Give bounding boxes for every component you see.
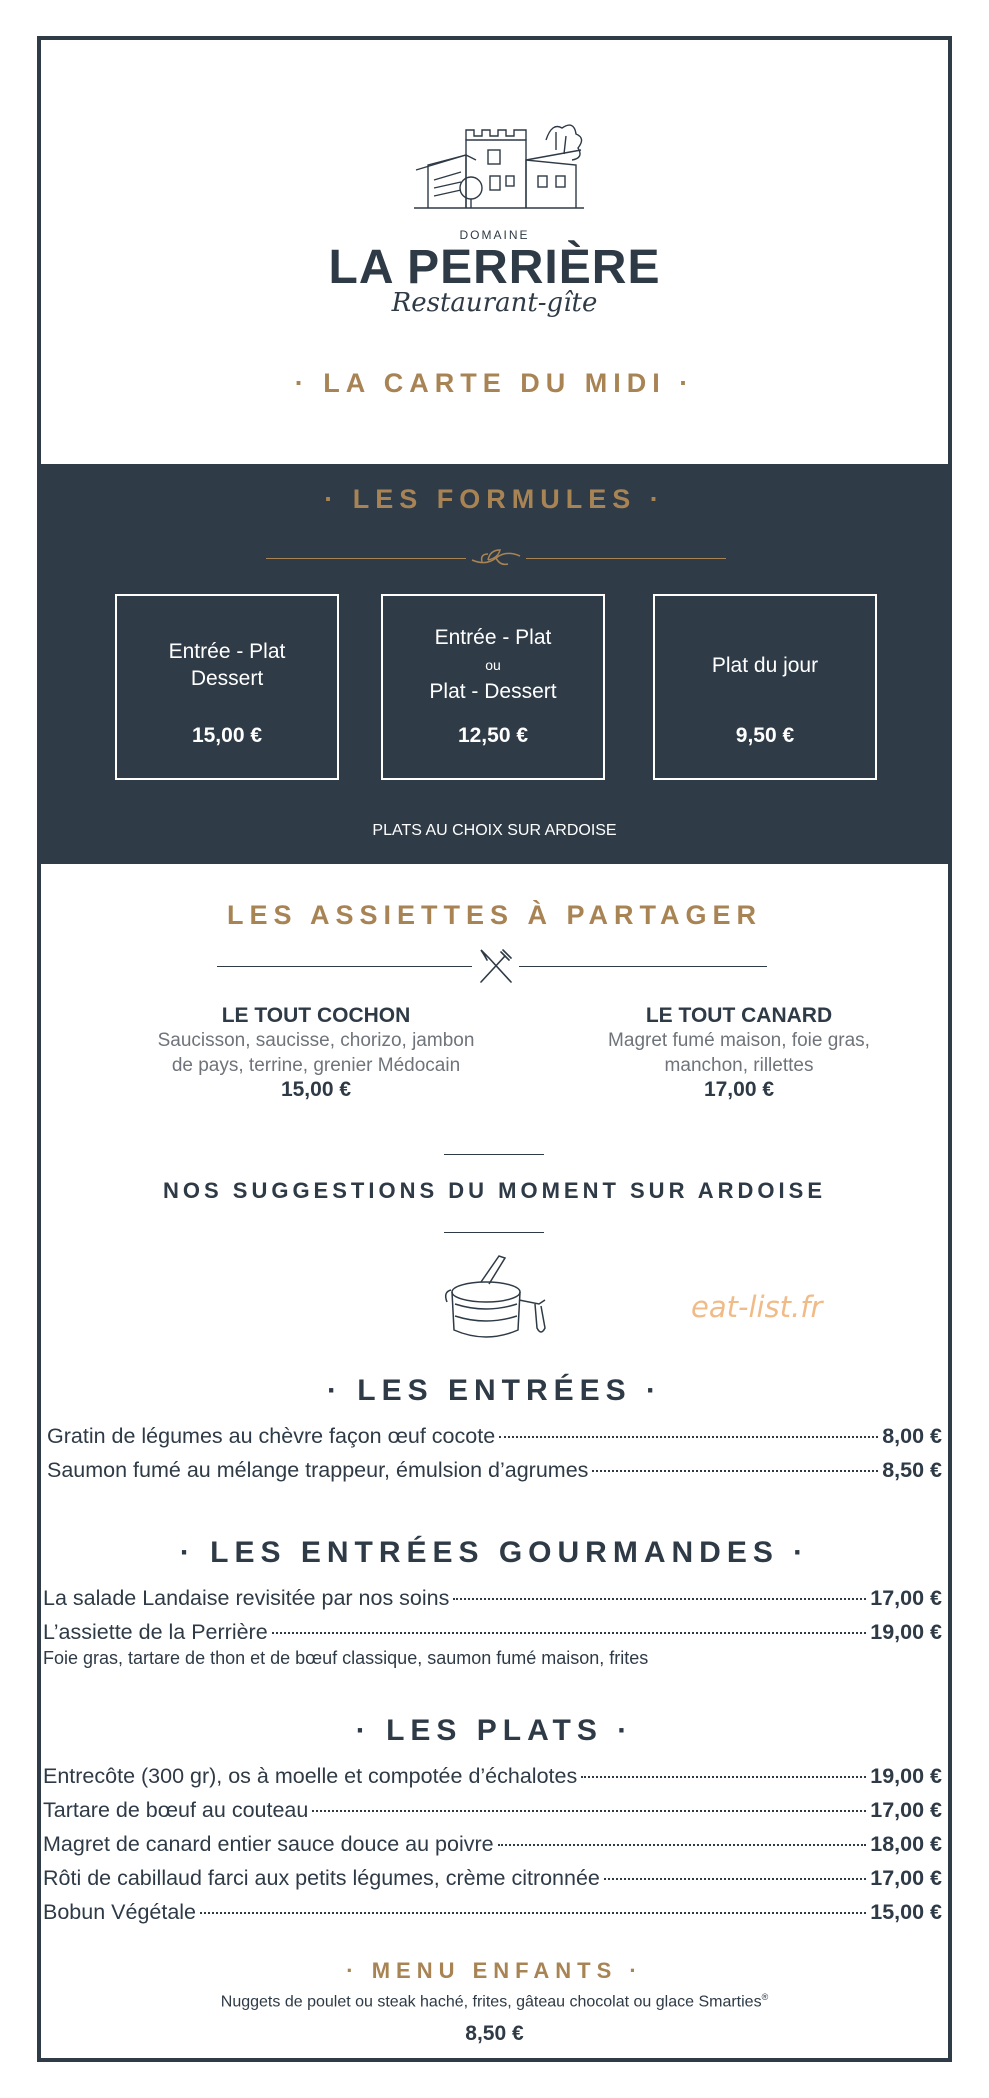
menu-row: [43, 1832, 942, 1857]
entrees-title: · LES ENTRÉES ·: [326, 1374, 663, 1407]
dish-name: Magret de canard entier sauce douce au poivre: [43, 1832, 494, 1856]
logo-name: LA PERRIÈRE: [328, 241, 661, 294]
dish-name: Saumon fumé au mélange trappeur, émulsion d’agrumes: [47, 1458, 589, 1482]
suggestions-rule-top: [444, 1154, 544, 1155]
enfants-desc-text: Nuggets de poulet ou steak haché, frites, gâteau chocolat ou glace Smarties: [220, 1993, 762, 2011]
dish-name: Tartare de bœuf au couteau: [43, 1798, 309, 1822]
formule-2-price: 12,50 €: [457, 724, 529, 747]
formule-box-3: [653, 594, 877, 780]
formule-2-ou: ou: [485, 657, 501, 673]
assiette-2-name: LE TOUT CANARD: [645, 1004, 833, 1027]
dish-name: Gratin de légumes au chèvre façon œuf cocote: [47, 1424, 496, 1448]
dot-leader: [498, 1844, 867, 1846]
menu-row: [43, 1798, 942, 1823]
dot-leader: [592, 1470, 878, 1472]
formule-3-line1: Plat du jour: [711, 654, 819, 677]
dish-price: 19,00 €: [870, 1620, 942, 1644]
assiette-2-desc-2: manchon, rillettes: [664, 1055, 814, 1076]
assiettes-divider-right: [519, 966, 767, 967]
dish-price: 8,00 €: [882, 1424, 942, 1448]
formule-box-1: [115, 594, 339, 780]
formule-1-line2: Dessert: [190, 667, 264, 690]
dot-leader: [200, 1912, 866, 1914]
formules-section: [41, 464, 948, 864]
assiette-1-name: LE TOUT COCHON: [221, 1004, 411, 1027]
formule-2-line2: Plat - Dessert: [429, 680, 557, 703]
plats-title: · LES PLATS ·: [355, 1714, 634, 1747]
formules-note: PLATS AU CHOIX SUR ARDOISE: [372, 822, 617, 839]
dot-leader: [453, 1598, 866, 1600]
logo-script: Restaurant-gîte: [391, 288, 598, 318]
dish-name: L’assiette de la Perrière: [43, 1620, 268, 1644]
assiette-1-desc-2: de pays, terrine, grenier Médocain: [171, 1055, 461, 1076]
leaf-ornament-icon: [466, 546, 526, 570]
registered-mark: ®: [761, 1992, 769, 2002]
cooking-pot-illustration: [441, 1252, 551, 1348]
dish-price: 17,00 €: [870, 1798, 942, 1822]
dish-name: Entrecôte (300 gr), os à moelle et compotée d’échalotes: [43, 1764, 578, 1788]
menu-row: [43, 1620, 942, 1645]
dot-leader: [604, 1878, 866, 1880]
formule-1-line1: Entrée - Plat: [168, 640, 286, 663]
carte-title: · LA CARTE DU MIDI ·: [294, 368, 695, 398]
menu-row: [47, 1458, 942, 1483]
dot-leader: [312, 1810, 866, 1812]
formules-divider-right: [526, 558, 726, 559]
formule-1-price: 15,00 €: [191, 724, 263, 747]
dish-description: Foie gras, tartare de thon et de bœuf classique, saumon fumé maison, frites: [43, 1648, 649, 1668]
assiette-1-desc-1: Saucisson, saucisse, chorizo, jambon: [157, 1030, 475, 1051]
dish-price: 15,00 €: [870, 1900, 942, 1924]
assiette-2-desc-1: Magret fumé maison, foie gras,: [608, 1030, 870, 1051]
eat-list-watermark: eat-list.fr: [691, 1290, 823, 1324]
menu-row: [43, 1586, 942, 1611]
dish-price: 18,00 €: [870, 1832, 942, 1856]
formule-3-price: 9,50 €: [735, 724, 795, 747]
dot-leader: [581, 1776, 866, 1778]
dish-name: La salade Landaise revisitée par nos soins: [43, 1586, 450, 1610]
formule-2-line1: Entrée - Plat: [434, 626, 552, 649]
dot-leader: [272, 1632, 867, 1634]
enfants-price: 8,50 €: [465, 2022, 524, 2045]
assiette-tout-cochon: [106, 1004, 526, 1102]
assiettes-title: LES ASSIETTES À PARTAGER: [226, 900, 763, 930]
dish-name: Rôti de cabillaud farci aux petits légumes, crème citronnée: [43, 1866, 600, 1890]
formules-title: · LES FORMULES ·: [324, 484, 665, 514]
menu-row: [47, 1424, 942, 1449]
menu-row: [43, 1764, 942, 1789]
assiette-1-price: 15,00 €: [280, 1078, 352, 1101]
assiette-tout-canard: [529, 1004, 949, 1102]
suggestions-title: NOS SUGGESTIONS DU MOMENT SUR ARDOISE: [162, 1178, 826, 1203]
assiettes-divider-left: [217, 966, 472, 967]
dish-price: 17,00 €: [870, 1586, 942, 1610]
dot-leader: [499, 1436, 878, 1438]
dish-price: 19,00 €: [870, 1764, 942, 1788]
menu-row: [43, 1900, 942, 1925]
suggestions-rule-bottom: [444, 1232, 544, 1233]
formule-box-2: [381, 594, 605, 780]
menu-frame: [37, 36, 952, 2062]
enfants-title: · MENU ENFANTS ·: [346, 1958, 643, 1983]
menu-row: [43, 1866, 942, 1891]
dish-name: Bobun Végétale: [43, 1900, 197, 1924]
chateau-illustration: [406, 110, 591, 215]
gourmandes-title: · LES ENTRÉES GOURMANDES ·: [179, 1536, 810, 1569]
formules-divider-left: [266, 558, 466, 559]
fork-knife-icon: [475, 946, 517, 988]
assiette-2-price: 17,00 €: [703, 1078, 775, 1101]
logo-domaine: DOMAINE: [459, 228, 530, 242]
enfants-description: [41, 1992, 948, 2011]
dish-price: 17,00 €: [870, 1866, 942, 1890]
dish-price: 8,50 €: [882, 1458, 942, 1482]
